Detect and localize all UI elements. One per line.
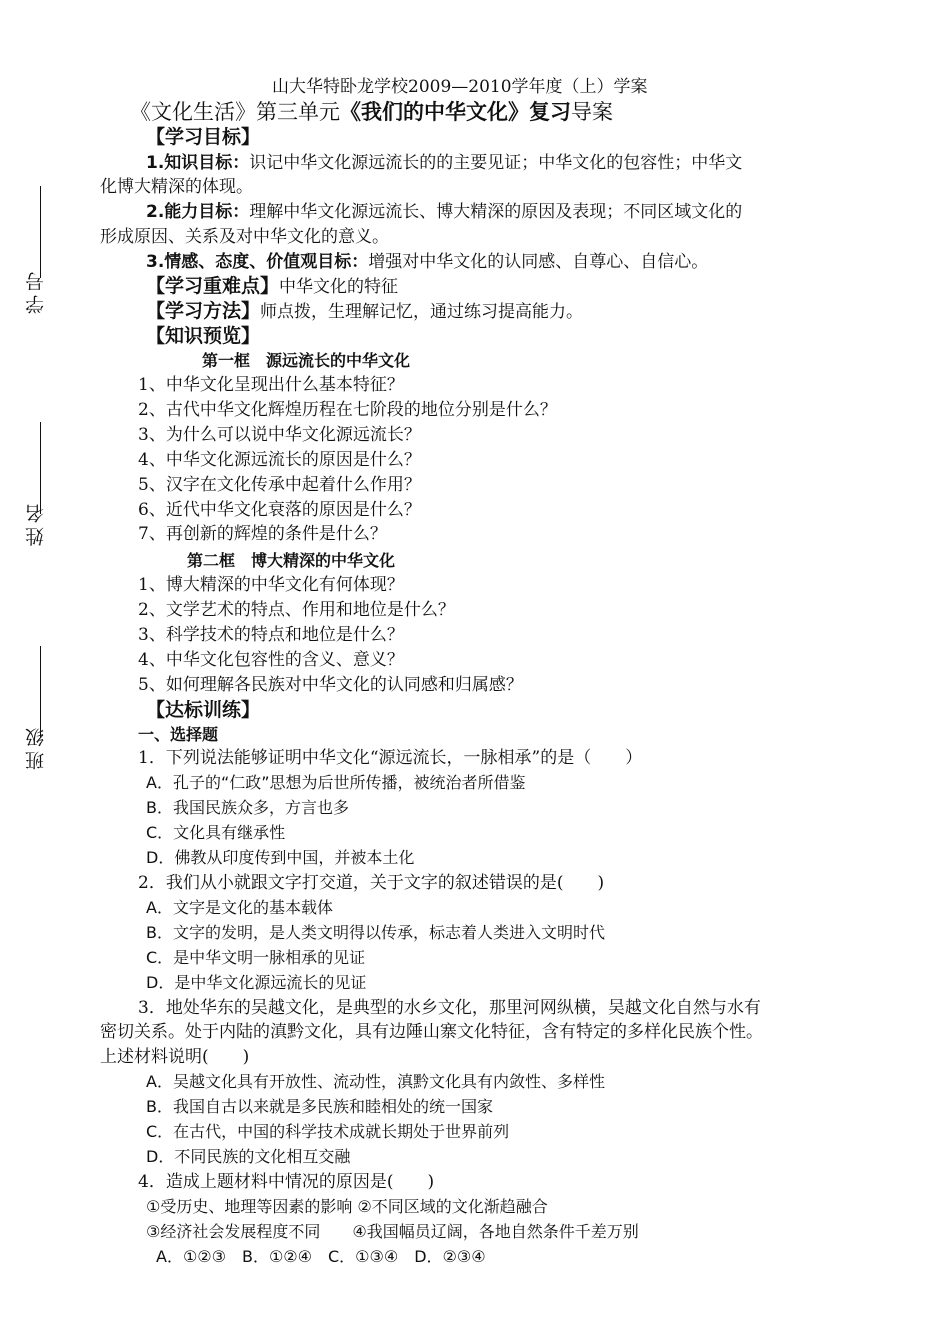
training-header: 【达标训练】 [146, 699, 261, 721]
knowledge-label: 1.知识目标： [146, 153, 250, 173]
page-title [130, 98, 613, 126]
list-item: A．孔子的“仁政”思想为后世所传播，被统治者所借鉴 [146, 773, 526, 792]
frame2-title: 第二框 博大精深的中华文化 [187, 551, 396, 570]
list-item: 4、中华文化源远流长的原因是什么？ [138, 449, 421, 470]
school-line: 山大华特卧龙学校2009—2010学年度（上）学案 [272, 77, 648, 97]
list-item: D．是中华文化源远流长的见证 [146, 972, 367, 992]
list-item: 7、再创新的辉煌的条件是什么？ [138, 524, 387, 545]
ability-goal [146, 201, 742, 223]
method-text: 师点拨，生理解记忆，通过练习提高能力。 [260, 302, 584, 322]
banji-label: 班级 [25, 724, 47, 770]
list-item: 3、为什么可以说中华文化源远流长？ [138, 424, 421, 445]
list-item: A．文字是文化的基本载体 [146, 898, 333, 917]
knowledge-text: 识记中华文化源远流长的的主要见证；中华文化的包容性；中华文 [249, 153, 743, 173]
xuehao-line [40, 186, 41, 278]
list-item: A．吴越文化具有开放性、流动性，滇黔文化具有内敛性、多样性 [146, 1072, 605, 1091]
question-3-line3: 上述材料说明( ) [100, 1047, 250, 1067]
list-item: 2、文学艺术的特点、作用和地位是什么？ [138, 599, 455, 620]
ability-text: 理解中华文化源远流长、博大精深的原因及表现；不同区域文化的 [249, 202, 743, 222]
list-item: 1、中华文化呈现出什么基本特征？ [138, 375, 404, 395]
title-part2: 《我们的中华文化》复习 [340, 100, 571, 124]
question-2: 2．我们从小就跟文字打交道，关于文字的叙述错误的是( ) [138, 873, 605, 893]
preview-header: 【知识预览】 [146, 325, 261, 347]
goals-header: 【学习目标】 [146, 126, 261, 148]
title-part1: 《文化生活》第三单元 [130, 100, 340, 124]
question-1: 1．下列说法能够证明中华文化“源远流长，一脉相承”的是（ ） [138, 748, 643, 768]
list-item: C．在古代，中国的科学技术成就长期处于世界前列 [146, 1121, 510, 1141]
ability-label: 2.能力目标： [146, 202, 250, 222]
emotion-label: 3.情感、态度、价值观目标： [146, 252, 369, 272]
xuehao-label: 学号 [25, 268, 47, 314]
list-item: D．佛教从印度传到中国，并被本土化 [146, 847, 415, 867]
knowledge-goal [146, 152, 742, 174]
emotion-text: 增强对中华文化的认同感、自尊心、自信心。 [368, 252, 709, 272]
list-item: 6、近代中华文化衰落的原因是什么？ [138, 499, 421, 520]
emotion-goal [146, 251, 708, 273]
q4-answers: A．①②③ B．①②④ C．①③④ D．②③④ [156, 1247, 486, 1266]
list-item: C．文化具有继承性 [146, 822, 286, 842]
study-method [146, 299, 583, 323]
list-item: 3、科学技术的特点和地位是什么？ [138, 624, 404, 645]
list-item: D．不同民族的文化相互交融 [146, 1146, 351, 1166]
list-item: 5、汉字在文化传承中起着什么作用？ [138, 474, 421, 495]
question-3-line1: 3．地处华东的吴越文化，是典型的水乡文化，那里河网纵横，吴越文化自然与水有 [138, 998, 761, 1018]
key-points [146, 274, 398, 298]
list-item: 5、如何理解各民族对中华文化的认同感和归属感？ [138, 674, 523, 695]
list-item: B．我国自古以来就是多民族和睦相处的统一国家 [146, 1096, 493, 1116]
key-label: 【学习重难点】 [146, 275, 280, 297]
list-item: B．文字的发明，是人类文明得以传承，标志着人类进入文明时代 [146, 922, 605, 942]
list-item: C．是中华文明一脉相承的见证 [146, 947, 366, 967]
section-title: 一、选择题 [138, 725, 219, 744]
frame1-title: 第一框 源远流长的中华文化 [202, 351, 411, 370]
question-4: 4．造成上题材料中情况的原因是( ) [138, 1172, 435, 1192]
method-label: 【学习方法】 [146, 300, 261, 322]
knowledge-goal-cont: 化博大精深的体现。 [100, 177, 253, 197]
q4-statements-1: ①受历史、地理等因素的影响 ②不同区域的文化渐趋融合 [146, 1197, 548, 1216]
list-item: 1、博大精深的中华文化有何体现？ [138, 575, 404, 595]
q4-statements-2: ③经济社会发展程度不同 ④我国幅员辽阔，各地自然条件千差万别 [146, 1222, 639, 1241]
key-text: 中华文化的特征 [279, 277, 399, 297]
ability-goal-cont: 形成原因、关系及对中华文化的意义。 [100, 227, 389, 247]
list-item: B．我国民族众多，方言也多 [146, 797, 349, 817]
list-item: 4、中华文化包容性的含义、意义？ [138, 649, 404, 670]
question-3-line2: 密切关系。处于内陆的滇黔文化，具有边陲山寨文化特征，含有特定的多样化民族个性。 [100, 1022, 763, 1042]
list-item: 2、古代中华文化辉煌历程在七阶段的地位分别是什么？ [138, 399, 557, 420]
xingming-label: 姓名 [25, 500, 47, 546]
title-part3: 导案 [571, 100, 613, 124]
